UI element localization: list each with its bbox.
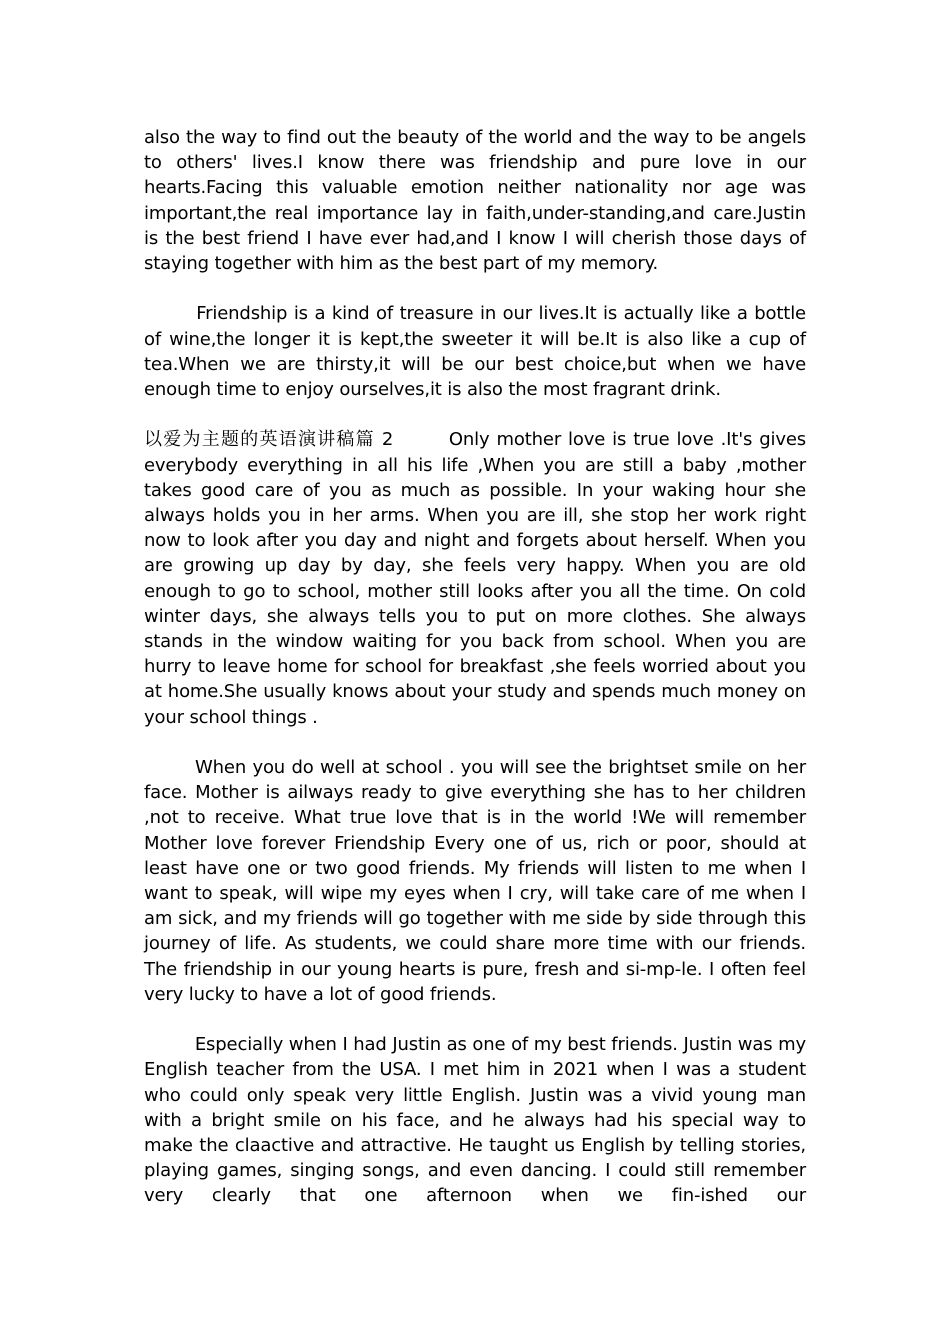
section-heading: 以爱为主题的英语演讲稿篇 2	[144, 429, 394, 451]
paragraph-mother-love-text: Only mother love is true love .It's gives everybody everything in all his life ,When you are still a baby ,mother takes good care of you as much as possible. In your waking hour she always holds you in her arms. When you are ill, she stop her work right now to look after you day and night and forgets about herself. When you are growing up day by day, she feels very happy. When you are old enough to go to school, mother still looks after you all the time. On cold winter days, she always tells you to put on more clothes. She always stands in the window waiting for you back from school. When you are hurry to leave home for school for breakfast ,she feels worried about you at home.She usually knows about your study and spends much money on your school things .	[144, 429, 812, 728]
paragraph-friendship-memory: also the way to find out the beauty of the world and the way to be angels to others' lives.I know there was friendship and pure love in our hearts.Facing this valuable emotion neither nationality nor age was important,the real importance lay in faith,under-standing,and care.Justin is the best friend I have ever had,and I know I will cherish those days of staying together with him as the best part of my memory.	[144, 127, 806, 275]
paragraph-mother-love	[144, 427, 812, 729]
document-body	[144, 125, 812, 1209]
paragraph-friendship-treasure: Friendship is a kind of treasure in our lives.It is actually like a bottle of wine,the longer it is kept,the sweeter it will be.It is also like a cup of tea.When we are thirsty,it will be our best choice,but when we have enough time to enjoy ourselves,it is also the most fragrant drink.	[144, 303, 812, 401]
paragraph-justin: Especially when I had Justin as one of my best friends. Justin was my English teacher from the USA. I met him in 2021 when I was a student who could only speak very little English. Justin was a vivid young man with a bright smile on his face, and he always had his special way to make the claactive and attractive. He taught us English by telling stories, playing games, singing songs, and even dancing. I could still remember very clearly that one afternoon when we fin-ished our	[144, 1034, 812, 1207]
paragraph-mother-friendship: When you do well at school . you will see the brightset smile on her face. Mother is ailways ready to give everything she has to her children ,not to receive. What true love that is in the world !We will remember Mother love forever Friendship Every one of us, rich or poor, should at least have one or two good friends. My friends will listen to me when I want to speak, will wipe my eyes when I cry, will take care of me when I am sick, and my friends will go together with me side by side through this journey of life. As students, we could share more time with our friends. The friendship in our young hearts is pure, fresh and si-mp-le. I often feel very lucky to have a lot of good friends.	[144, 757, 812, 1005]
